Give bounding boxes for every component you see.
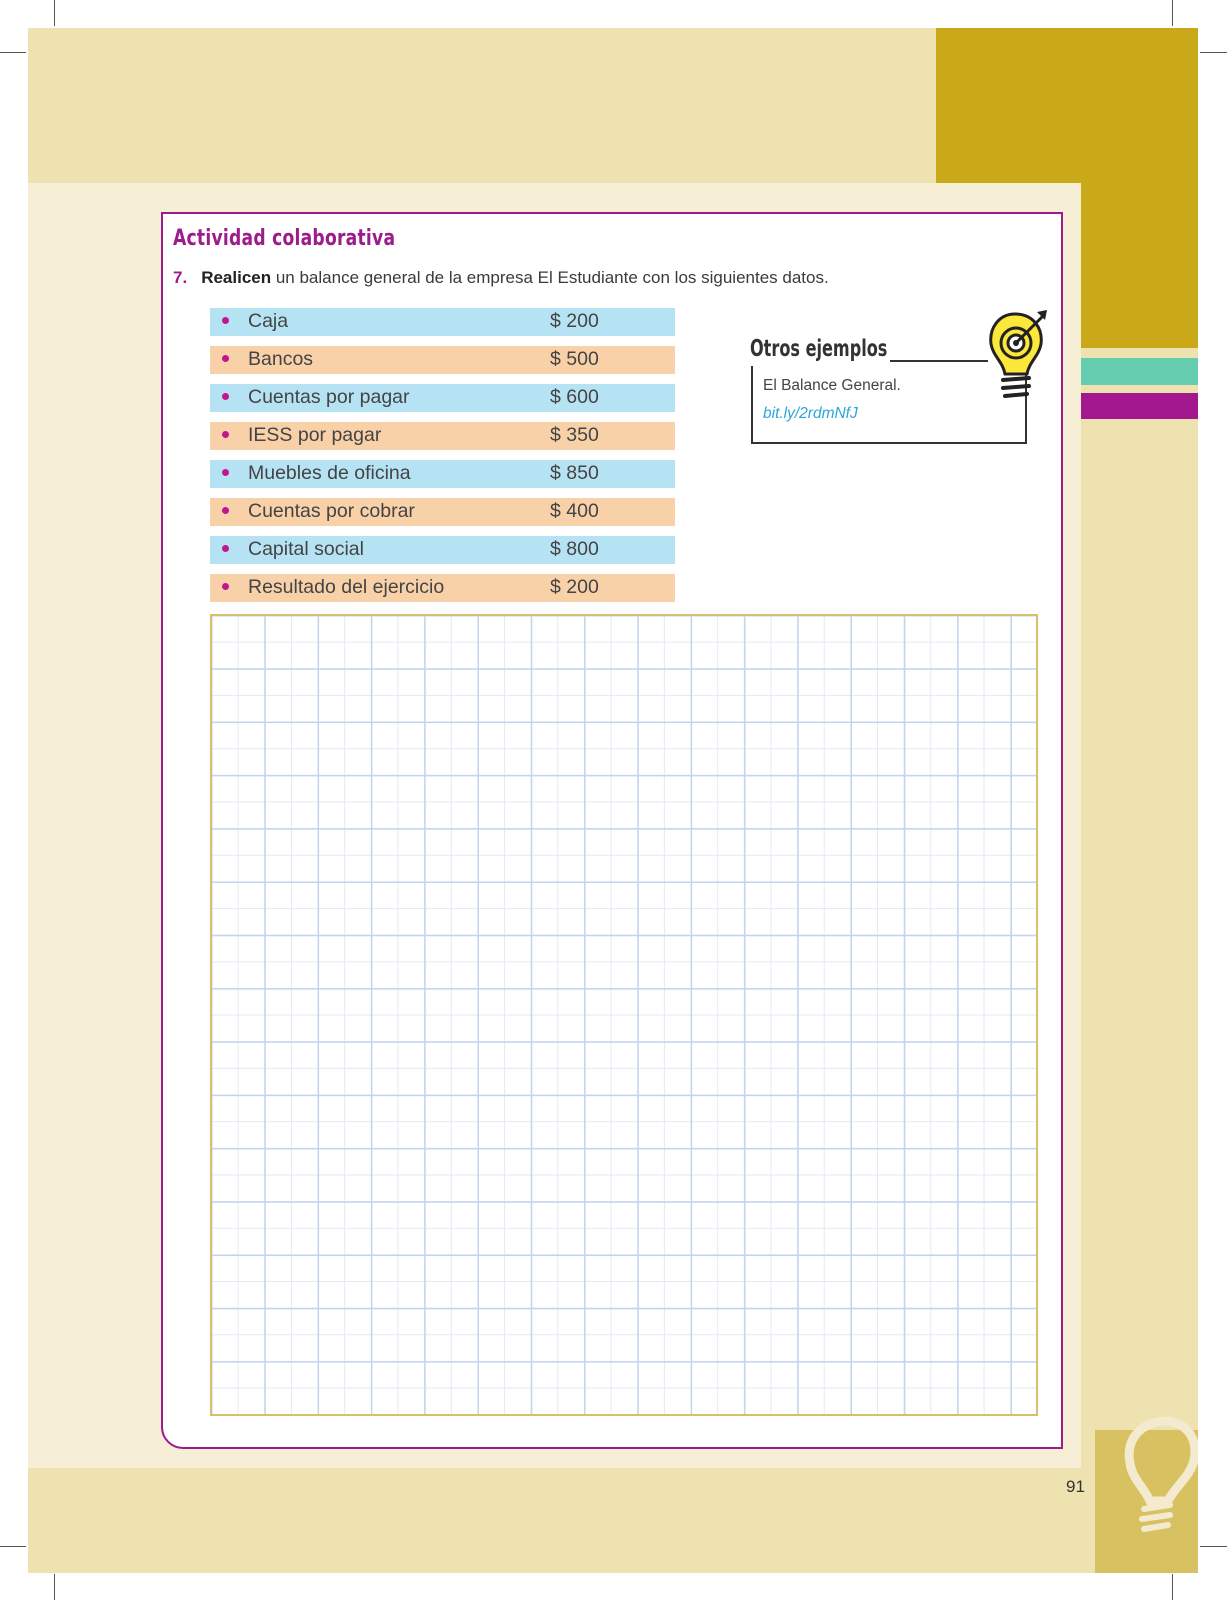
otros-title: Otros ejemplos [750, 336, 888, 362]
activity-title: Actividad colaborativa [173, 226, 396, 251]
item-name: Cuentas por cobrar [248, 500, 415, 522]
item-amount: $ 500 [550, 348, 599, 370]
item-name: Resultado del ejercicio [248, 576, 445, 598]
page-number: 91 [1066, 1477, 1085, 1496]
data-list [210, 308, 675, 612]
lightbulb-decor-icon [1098, 1405, 1198, 1545]
bullet-icon [222, 431, 229, 438]
list-item [210, 308, 675, 336]
item-name: IESS por pagar [248, 424, 382, 446]
answer-grid[interactable] [210, 614, 1038, 1416]
item-amount: $ 400 [550, 500, 599, 522]
crop-mark [1200, 52, 1227, 53]
bullet-icon [222, 583, 229, 590]
item-name: Muebles de oficina [248, 462, 411, 484]
bullet-icon [222, 469, 229, 476]
bullet-icon [222, 545, 229, 552]
list-item [210, 574, 675, 602]
activity-number: 7. [173, 268, 188, 287]
bullet-icon [222, 507, 229, 514]
item-amount: $ 800 [550, 538, 599, 560]
activity-instruction [173, 268, 829, 288]
item-amount: $ 200 [550, 310, 599, 332]
crop-mark [1172, 0, 1173, 26]
item-amount: $ 850 [550, 462, 599, 484]
list-item [210, 536, 675, 564]
item-amount: $ 200 [550, 576, 599, 598]
bullet-icon [222, 355, 229, 362]
item-name: Cuentas por pagar [248, 386, 410, 408]
lightbulb-target-icon [985, 308, 1053, 404]
crop-mark [0, 52, 26, 53]
item-amount: $ 600 [550, 386, 599, 408]
item-name: Capital social [248, 538, 364, 560]
bottom-band [28, 1468, 1123, 1573]
activity-verb: Realicen [201, 268, 272, 287]
list-item [210, 498, 675, 526]
otros-link[interactable]: bit.ly/2rdmNfJ [763, 405, 858, 422]
magenta-tab [1081, 393, 1198, 419]
list-item [210, 422, 675, 450]
list-item [210, 346, 675, 374]
crop-mark [54, 1574, 55, 1600]
otros-divider [890, 360, 988, 362]
crop-mark [1200, 1546, 1227, 1547]
bullet-icon [222, 393, 229, 400]
item-name: Caja [248, 310, 289, 332]
bullet-icon [222, 317, 229, 324]
item-amount: $ 350 [550, 424, 599, 446]
crop-mark [54, 0, 55, 26]
teal-tab [1081, 358, 1198, 385]
list-item [210, 384, 675, 412]
item-name: Bancos [248, 348, 314, 370]
crop-mark [0, 1546, 26, 1547]
list-item [210, 460, 675, 488]
otros-text: El Balance General. [763, 377, 901, 394]
crop-mark [1172, 1574, 1173, 1600]
activity-text: un balance general de la empresa El Estudiante con los siguientes datos. [271, 268, 829, 287]
